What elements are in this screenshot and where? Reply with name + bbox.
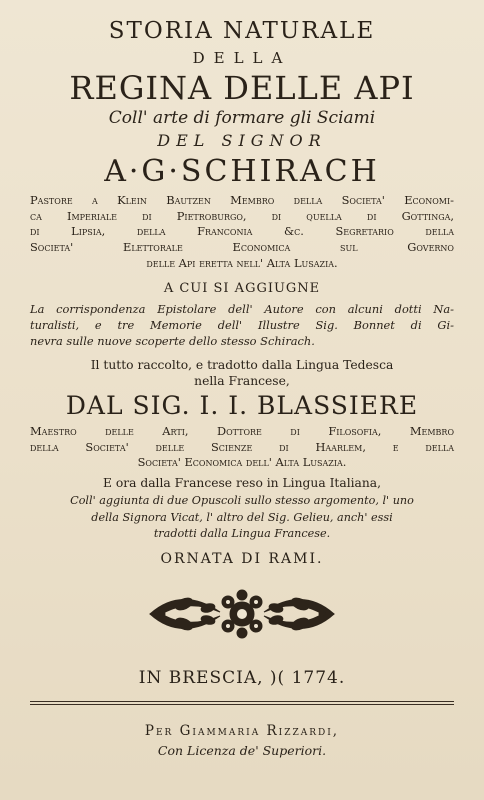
author-description-line: Pastore a Klein Bautzen Membro della Societa' Economi-	[30, 193, 454, 207]
title-line-3: REGINA DELLE API	[69, 69, 415, 107]
aggiugne-text-line: La corrispondenza Epistolare dell' Autore con alcuni dotti Na-	[30, 301, 454, 316]
translator-description-line: della Societa' delle Scienze di Haarlem, e della	[30, 439, 454, 454]
author-description-line: di Lipsia, della Franconia &c. Segretario della	[30, 224, 454, 239]
author-description-line: delle Api eretta nell' Alta Lusazia.	[146, 255, 338, 270]
floral-ornament-icon	[142, 588, 342, 640]
opuscoli-text	[30, 493, 454, 542]
aggiugne-text-line: nevra sulle nuove scoperte dello stesso Schirach.	[30, 334, 315, 349]
printer-name: Per Giammaria Rizzardi,	[144, 723, 340, 740]
imprint-rule	[30, 701, 454, 702]
aggiugne-text-line: turalisti, e tre Memorie dell' Illustre Sig. Bonnet di Gi-	[30, 317, 454, 332]
translation-note: Il tutto raccolto, e tradotto dalla Lingua Tedesca	[90, 358, 394, 373]
ornata-line: ORNATA DI RAMI.	[160, 551, 324, 568]
translator-description	[30, 424, 454, 471]
imprint-rule	[30, 704, 454, 705]
translation-note-2: nella Francese,	[194, 373, 290, 388]
title-line-5: DEL SIGNOR	[157, 131, 327, 150]
opuscoli-line: della Signora Vicat, l' altro del Sig. Gelieu, anch' essi	[91, 510, 393, 524]
author-description	[30, 193, 454, 272]
opuscoli-line: Coll' aggiunta di due Opuscoli sullo stesso argomento, l' uno	[70, 494, 414, 508]
title-line-4: Coll' arte di formare gli Sciami	[108, 108, 376, 128]
title-line-1: STORIA NATURALE	[108, 18, 376, 44]
license-line: Con Licenza de' Superiori.	[157, 742, 327, 758]
opuscoli-line: tradotti dalla Lingua Francese.	[153, 526, 331, 540]
italian-translation-note: E ora dalla Francese reso in Lingua Italiana,	[102, 476, 382, 491]
translator-description-line: Societa' Economica dell' Alta Lusazia.	[137, 455, 347, 470]
aggiugne-text	[30, 301, 454, 350]
author-name: A·G·SCHIRACH	[104, 154, 380, 189]
translator-description-line: Maestro delle Arti, Dottore di Filosofia, Membro	[30, 423, 454, 438]
translator-name: DAL SIG. I. I. BLASSIERE	[65, 390, 419, 420]
aggiugne-heading: A CUI SI AGGIUGNE	[163, 280, 321, 296]
title-line-2: DELLA	[192, 49, 292, 67]
author-description-line: Societa' Elettorale Economica sul Governo	[30, 240, 454, 255]
author-description-line: ca Imperiale di Pietroburgo, di quella di Gottinga,	[30, 208, 454, 223]
imprint-place-year: IN BRESCIA, )( 1774.	[138, 668, 346, 689]
